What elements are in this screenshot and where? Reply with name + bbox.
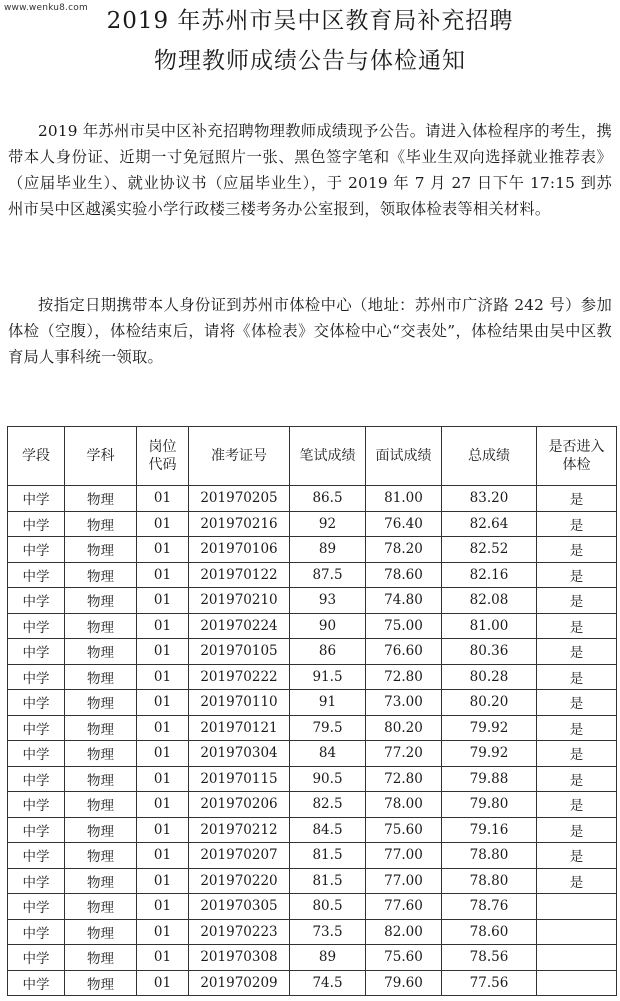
written-score-cell: 89 — [290, 537, 366, 563]
ticket-number-cell: 201970209 — [189, 970, 290, 996]
ticket-number-cell: 201970222 — [189, 664, 290, 690]
written-score-cell: 80.5 — [290, 894, 366, 920]
table-row — [8, 664, 617, 690]
written-score-cell: 87.5 — [290, 562, 366, 588]
total-score-cell: 82.64 — [442, 511, 537, 537]
table-row — [8, 843, 617, 869]
table-row — [8, 894, 617, 920]
written-score-cell: 92 — [290, 511, 366, 537]
stage-cell: 中学 — [8, 588, 65, 614]
written-score-cell: 73.5 — [290, 919, 366, 945]
written-score-cell: 74.5 — [290, 970, 366, 996]
total-score-cell: 78.80 — [442, 868, 537, 894]
total-score-cell: 79.16 — [442, 817, 537, 843]
subject-cell: 物理 — [65, 511, 137, 537]
total-score-cell: 82.08 — [442, 588, 537, 614]
table-row — [8, 715, 617, 741]
interview-score-cell: 79.60 — [366, 970, 442, 996]
medical-exam-cell: 是 — [537, 817, 617, 843]
document-title-line-2: 物理教师成绩公告与体检通知 — [154, 48, 466, 74]
header-medical-exam: 是否进入 体检 — [537, 427, 617, 486]
medical-exam-cell — [537, 970, 617, 996]
interview-score-cell: 74.80 — [366, 588, 442, 614]
medical-exam-cell: 是 — [537, 588, 617, 614]
table-row — [8, 817, 617, 843]
position-code-cell: 01 — [137, 715, 189, 741]
interview-score-cell: 78.00 — [366, 792, 442, 818]
written-score-cell: 91 — [290, 690, 366, 716]
subject-cell: 物理 — [65, 970, 137, 996]
stage-cell: 中学 — [8, 690, 65, 716]
watermark: www.wenku8.com — [4, 3, 88, 13]
medical-exam-paragraph: 按指定日期携带本人身份证到苏州市体检中心（地址：苏州市广济路 242 号）参加体检（空腹），体检结束后，请将《体检表》交体检中心“交表处”，体检结果由吴中区教育局人事科统一领取。 — [8, 296, 612, 366]
total-score-cell: 77.56 — [442, 970, 537, 996]
written-score-cell: 84.5 — [290, 817, 366, 843]
total-score-cell: 82.16 — [442, 562, 537, 588]
table-row — [8, 613, 617, 639]
written-score-cell: 81.5 — [290, 868, 366, 894]
ticket-number-cell: 201970122 — [189, 562, 290, 588]
stage-cell: 中学 — [8, 894, 65, 920]
medical-exam-cell — [537, 919, 617, 945]
position-code-cell: 01 — [137, 868, 189, 894]
stage-cell: 中学 — [8, 741, 65, 767]
total-score-cell: 83.20 — [442, 486, 537, 512]
interview-score-cell: 72.80 — [366, 766, 442, 792]
medical-exam-cell: 是 — [537, 766, 617, 792]
total-score-cell: 79.92 — [442, 715, 537, 741]
total-score-cell: 78.56 — [442, 945, 537, 971]
table-row — [8, 741, 617, 767]
subject-cell: 物理 — [65, 613, 137, 639]
stage-cell: 中学 — [8, 843, 65, 869]
stage-cell: 中学 — [8, 664, 65, 690]
written-score-cell: 90 — [290, 613, 366, 639]
document-title-line-1: 2019 年苏州市吴中区教育局补充招聘 — [106, 8, 514, 34]
medical-exam-cell: 是 — [537, 843, 617, 869]
ticket-number-cell: 201970210 — [189, 588, 290, 614]
written-score-cell: 86.5 — [290, 486, 366, 512]
stage-cell: 中学 — [8, 970, 65, 996]
subject-cell: 物理 — [65, 741, 137, 767]
written-score-cell: 79.5 — [290, 715, 366, 741]
medical-exam-cell: 是 — [537, 511, 617, 537]
position-code-cell: 01 — [137, 690, 189, 716]
total-score-cell: 78.76 — [442, 894, 537, 920]
position-code-cell: 01 — [137, 894, 189, 920]
position-code-cell: 01 — [137, 588, 189, 614]
position-code-cell: 01 — [137, 817, 189, 843]
header-position-code: 岗位 代码 — [137, 427, 189, 486]
total-score-cell: 82.52 — [442, 537, 537, 563]
interview-score-cell: 78.20 — [366, 537, 442, 563]
subject-cell: 物理 — [65, 639, 137, 665]
total-score-cell: 79.88 — [442, 766, 537, 792]
table-row — [8, 690, 617, 716]
medical-exam-cell: 是 — [537, 562, 617, 588]
subject-cell: 物理 — [65, 690, 137, 716]
interview-score-cell: 78.60 — [366, 562, 442, 588]
header-total-score: 总成绩 — [442, 427, 537, 486]
medical-exam-cell: 是 — [537, 715, 617, 741]
position-code-cell: 01 — [137, 613, 189, 639]
position-code-cell: 01 — [137, 766, 189, 792]
interview-score-cell: 77.00 — [366, 868, 442, 894]
stage-cell: 中学 — [8, 715, 65, 741]
interview-score-cell: 75.60 — [366, 945, 442, 971]
position-code-cell: 01 — [137, 562, 189, 588]
header-ticket-number: 准考证号 — [189, 427, 290, 486]
position-code-cell: 01 — [137, 843, 189, 869]
subject-cell: 物理 — [65, 843, 137, 869]
stage-cell: 中学 — [8, 639, 65, 665]
stage-cell: 中学 — [8, 511, 65, 537]
position-code-cell: 01 — [137, 664, 189, 690]
medical-exam-cell — [537, 945, 617, 971]
announcement-paragraph: 2019 年苏州市吴中区补充招聘物理教师成绩现予公告。请进入体检程序的考生，携带本人身份证、近期一寸免冠照片一张、黑色签字笔和《毕业生双向选择就业推荐表》（应届毕业生）、就业协议书（应届毕业生），于 2019 年 7 月 27 日下午 17:15 到苏州市吴中区越溪实验小学行政楼三楼考务办公室报到，领取体检表等相关材料。 — [8, 122, 612, 218]
interview-score-cell: 77.20 — [366, 741, 442, 767]
stage-cell: 中学 — [8, 613, 65, 639]
interview-score-cell: 73.00 — [366, 690, 442, 716]
interview-score-cell: 77.60 — [366, 894, 442, 920]
total-score-cell: 80.28 — [442, 664, 537, 690]
medical-exam-cell: 是 — [537, 664, 617, 690]
table-row — [8, 945, 617, 971]
total-score-cell: 80.36 — [442, 639, 537, 665]
ticket-number-cell: 201970106 — [189, 537, 290, 563]
position-code-cell: 01 — [137, 537, 189, 563]
ticket-number-cell: 201970121 — [189, 715, 290, 741]
medical-exam-cell: 是 — [537, 639, 617, 665]
table-row — [8, 919, 617, 945]
ticket-number-cell: 201970305 — [189, 894, 290, 920]
position-code-cell: 01 — [137, 511, 189, 537]
medical-exam-cell — [537, 894, 617, 920]
interview-score-cell: 75.00 — [366, 613, 442, 639]
written-score-cell: 82.5 — [290, 792, 366, 818]
written-score-cell: 84 — [290, 741, 366, 767]
stage-cell: 中学 — [8, 945, 65, 971]
medical-exam-cell: 是 — [537, 486, 617, 512]
stage-cell: 中学 — [8, 537, 65, 563]
stage-cell: 中学 — [8, 868, 65, 894]
table-row — [8, 639, 617, 665]
table-row — [8, 562, 617, 588]
total-score-cell: 80.20 — [442, 690, 537, 716]
stage-cell: 中学 — [8, 486, 65, 512]
written-score-cell: 91.5 — [290, 664, 366, 690]
subject-cell: 物理 — [65, 792, 137, 818]
written-score-cell: 86 — [290, 639, 366, 665]
total-score-cell: 79.92 — [442, 741, 537, 767]
stage-cell: 中学 — [8, 562, 65, 588]
subject-cell: 物理 — [65, 766, 137, 792]
subject-cell: 物理 — [65, 715, 137, 741]
header-subject: 学科 — [65, 427, 137, 486]
ticket-number-cell: 201970110 — [189, 690, 290, 716]
ticket-number-cell: 201970220 — [189, 868, 290, 894]
subject-cell: 物理 — [65, 945, 137, 971]
subject-cell: 物理 — [65, 894, 137, 920]
subject-cell: 物理 — [65, 664, 137, 690]
position-code-cell: 01 — [137, 919, 189, 945]
ticket-number-cell: 201970205 — [189, 486, 290, 512]
position-code-cell: 01 — [137, 945, 189, 971]
interview-score-cell: 77.00 — [366, 843, 442, 869]
table-body — [8, 486, 617, 996]
table-row — [8, 792, 617, 818]
total-score-cell: 78.80 — [442, 843, 537, 869]
interview-score-cell: 80.20 — [366, 715, 442, 741]
table-row — [8, 868, 617, 894]
ticket-number-cell: 201970207 — [189, 843, 290, 869]
medical-exam-cell: 是 — [537, 868, 617, 894]
interview-score-cell: 81.00 — [366, 486, 442, 512]
position-code-cell: 01 — [137, 486, 189, 512]
position-code-cell: 01 — [137, 639, 189, 665]
subject-cell: 物理 — [65, 919, 137, 945]
interview-score-cell: 76.40 — [366, 511, 442, 537]
subject-cell: 物理 — [65, 588, 137, 614]
table-row — [8, 537, 617, 563]
medical-exam-cell: 是 — [537, 537, 617, 563]
total-score-cell: 79.80 — [442, 792, 537, 818]
table-row — [8, 486, 617, 512]
subject-cell: 物理 — [65, 537, 137, 563]
ticket-number-cell: 201970212 — [189, 817, 290, 843]
written-score-cell: 89 — [290, 945, 366, 971]
ticket-number-cell: 201970115 — [189, 766, 290, 792]
total-score-cell: 81.00 — [442, 613, 537, 639]
subject-cell: 物理 — [65, 486, 137, 512]
ticket-number-cell: 201970105 — [189, 639, 290, 665]
position-code-cell: 01 — [137, 741, 189, 767]
subject-cell: 物理 — [65, 868, 137, 894]
subject-cell: 物理 — [65, 562, 137, 588]
medical-exam-cell: 是 — [537, 741, 617, 767]
table-row — [8, 511, 617, 537]
position-code-cell: 01 — [137, 792, 189, 818]
header-written-score: 笔试成绩 — [290, 427, 366, 486]
ticket-number-cell: 201970224 — [189, 613, 290, 639]
ticket-number-cell: 201970304 — [189, 741, 290, 767]
interview-score-cell: 76.60 — [366, 639, 442, 665]
stage-cell: 中学 — [8, 919, 65, 945]
medical-exam-cell: 是 — [537, 690, 617, 716]
written-score-cell: 90.5 — [290, 766, 366, 792]
table-header-row — [8, 427, 617, 486]
table-row — [8, 766, 617, 792]
ticket-number-cell: 201970308 — [189, 945, 290, 971]
subject-cell: 物理 — [65, 817, 137, 843]
position-code-cell: 01 — [137, 970, 189, 996]
header-interview-score: 面试成绩 — [366, 427, 442, 486]
stage-cell: 中学 — [8, 766, 65, 792]
ticket-number-cell: 201970206 — [189, 792, 290, 818]
interview-score-cell: 72.80 — [366, 664, 442, 690]
stage-cell: 中学 — [8, 792, 65, 818]
total-score-cell: 78.60 — [442, 919, 537, 945]
interview-score-cell: 75.60 — [366, 817, 442, 843]
table-row — [8, 970, 617, 996]
written-score-cell: 93 — [290, 588, 366, 614]
interview-score-cell: 82.00 — [366, 919, 442, 945]
stage-cell: 中学 — [8, 817, 65, 843]
medical-exam-cell: 是 — [537, 792, 617, 818]
ticket-number-cell: 201970223 — [189, 919, 290, 945]
header-stage: 学段 — [8, 427, 65, 486]
written-score-cell: 81.5 — [290, 843, 366, 869]
table-row — [8, 588, 617, 614]
ticket-number-cell: 201970216 — [189, 511, 290, 537]
scores-table — [7, 426, 617, 996]
medical-exam-cell: 是 — [537, 613, 617, 639]
